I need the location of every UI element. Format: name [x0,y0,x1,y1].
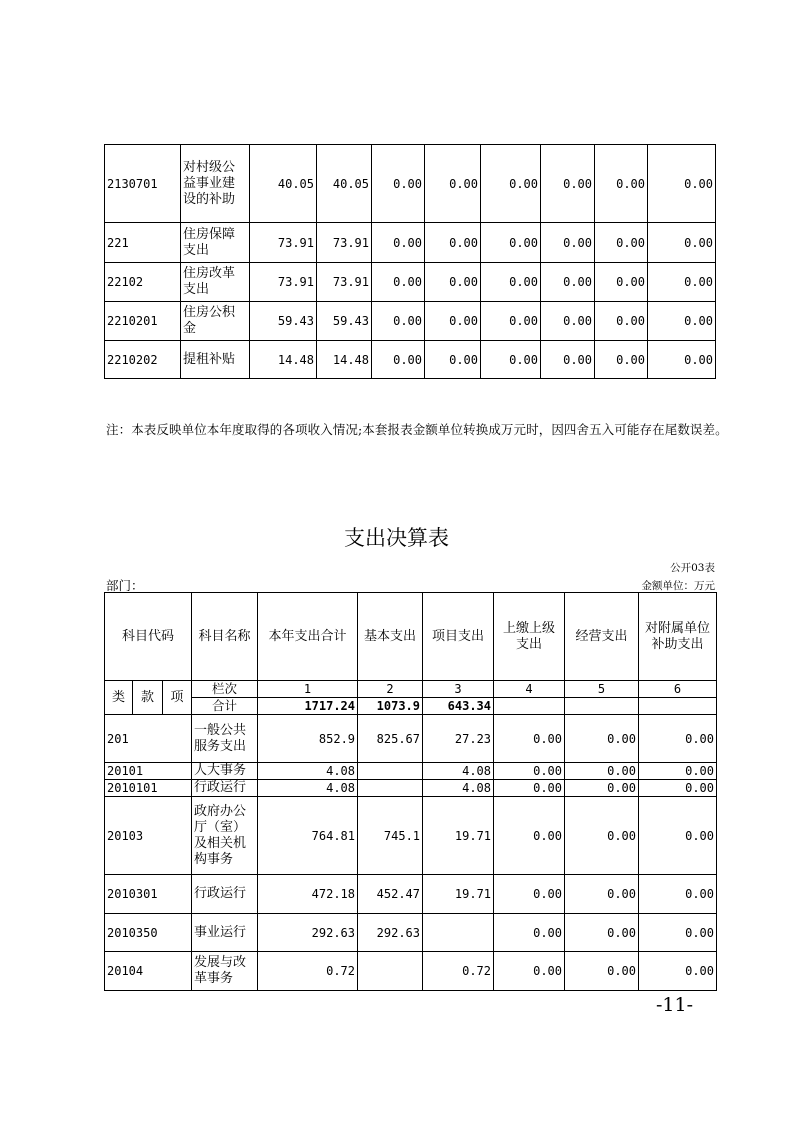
header-business: 经营支出 [565,593,639,681]
amount-cell: 0.00 [639,875,717,914]
amount-cell: 0.00 [541,341,595,379]
total-value [494,698,565,715]
column-number: 3 [423,681,494,698]
amount-cell: 0.00 [639,780,717,797]
amount-cell: 0.00 [425,341,481,379]
table-row [105,302,716,341]
page-number: -11- [655,994,693,1016]
amount-cell: 0.72 [258,952,358,991]
amount-cell: 0.00 [494,780,565,797]
page-title: 支出决算表 [344,526,449,550]
amount-cell: 0.00 [372,263,425,302]
table-row [105,797,717,875]
table-row [105,952,717,991]
table-row [105,763,717,780]
amount-cell: 0.00 [494,952,565,991]
amount-cell: 0.00 [595,263,648,302]
amount-cell: 0.00 [541,302,595,341]
column-number: 4 [494,681,565,698]
column-number-row [105,681,717,698]
total-value: 1717.24 [258,698,358,715]
table-row [105,145,716,223]
subject-name: 住房改革支出 [181,263,250,302]
amount-cell: 0.00 [565,914,639,952]
amount-cell: 0.00 [494,715,565,763]
amount-cell [358,763,423,780]
header-upper [494,593,565,681]
table-row [105,223,716,263]
header-xiang: 项 [163,681,192,715]
column-number: 1 [258,681,358,698]
amount-cell: 0.00 [494,914,565,952]
amount-cell: 19.71 [423,797,494,875]
subject-code: 20104 [105,952,192,991]
subject-code: 20101 [105,763,192,780]
table-row [105,914,717,952]
amount-cell: 59.43 [250,302,317,341]
amount-cell: 73.91 [317,223,372,263]
amount-cell: 0.00 [541,145,595,223]
table-row [105,341,716,379]
amount-cell: 0.00 [481,302,541,341]
amount-cell: 4.08 [258,780,358,797]
subject-code: 2010301 [105,875,192,914]
column-number: 5 [565,681,639,698]
subject-code: 2210202 [105,341,181,379]
amount-cell: 0.00 [541,223,595,263]
subject-name: 行政运行 [192,780,258,797]
income-table-continued [104,144,716,379]
amount-cell [423,914,494,952]
amount-cell: 0.00 [639,914,717,952]
amount-cell [358,780,423,797]
subject-code: 2010350 [105,914,192,952]
amount-cell: 764.81 [258,797,358,875]
amount-cell: 0.00 [425,223,481,263]
table-note: 注：本表反映单位本年度取得的各项收入情况;本套报表金额单位转换成万元时，因四舍五入可能存在尾数误差。 [106,422,728,437]
subject-name: 一般公共服务支出 [192,715,258,763]
department-label: 部门： [106,578,144,593]
header-lei: 类 [105,681,133,715]
subject-name: 住房保障支出 [181,223,250,263]
amount-cell: 4.08 [423,763,494,780]
header-basic: 基本支出 [358,593,423,681]
header-row [105,593,717,681]
amount-cell: 0.72 [423,952,494,991]
subject-name: 人大事务 [192,763,258,780]
amount-cell: 0.00 [595,341,648,379]
table-row [105,780,717,797]
amount-cell: 0.00 [639,797,717,875]
amount-cell: 4.08 [423,780,494,797]
amount-cell: 0.00 [541,263,595,302]
subject-name: 事业运行 [192,914,258,952]
subject-code: 2130701 [105,145,181,223]
amount-cell: 27.23 [423,715,494,763]
amount-cell: 0.00 [372,341,425,379]
header-total: 本年支出合计 [258,593,358,681]
subject-name: 行政运行 [192,875,258,914]
subject-name: 发展与改革事务 [192,952,258,991]
header-project: 项目支出 [423,593,494,681]
amount-cell: 40.05 [317,145,372,223]
subject-name: 对村级公益事业建设的补助 [181,145,250,223]
amount-cell: 852.9 [258,715,358,763]
total-value: 643.34 [423,698,494,715]
amount-cell: 73.91 [250,223,317,263]
amount-cell: 0.00 [639,952,717,991]
subject-name: 住房公积金 [181,302,250,341]
header-subsidy [639,593,717,681]
amount-cell: 0.00 [494,797,565,875]
amount-cell: 745.1 [358,797,423,875]
amount-cell: 0.00 [425,145,481,223]
amount-cell: 0.00 [595,223,648,263]
table-row [105,715,717,763]
amount-cell: 0.00 [372,145,425,223]
amount-cell: 0.00 [565,797,639,875]
amount-cell: 19.71 [423,875,494,914]
amount-cell: 0.00 [481,145,541,223]
amount-cell: 73.91 [317,263,372,302]
form-number: 公开03表 [670,562,715,574]
header-subsidy-text: 对附属单位补助支出 [645,620,711,652]
expense-table [104,592,717,991]
subject-code: 20103 [105,797,192,875]
amount-cell: 0.00 [565,763,639,780]
amount-cell: 0.00 [595,145,648,223]
amount-cell: 0.00 [425,302,481,341]
table-row [105,263,716,302]
amount-cell: 0.00 [494,763,565,780]
amount-cell: 59.43 [317,302,372,341]
amount-cell: 0.00 [481,341,541,379]
amount-cell: 14.48 [250,341,317,379]
amount-cell: 0.00 [639,763,717,780]
subject-name: 提租补贴 [181,341,250,379]
subject-code: 221 [105,223,181,263]
amount-cell: 292.63 [358,914,423,952]
amount-cell: 0.00 [595,302,648,341]
amount-cell: 0.00 [648,302,716,341]
column-number: 2 [358,681,423,698]
total-value [565,698,639,715]
amount-cell: 0.00 [494,875,565,914]
column-number: 6 [639,681,717,698]
amount-cell: 0.00 [565,780,639,797]
amount-cell: 0.00 [372,223,425,263]
amount-cell: 0.00 [648,145,716,223]
table-row [105,875,717,914]
subject-code: 201 [105,715,192,763]
total-row [105,698,717,715]
amount-cell: 73.91 [250,263,317,302]
header-name: 科目名称 [192,593,258,681]
amount-cell: 0.00 [481,223,541,263]
subject-name: 政府办公厅（室）及相关机构事务 [192,797,258,875]
header-upper-text: 上缴上级支出 [503,620,556,652]
amount-cell: 0.00 [565,952,639,991]
amount-cell: 825.67 [358,715,423,763]
header-code: 科目代码 [105,593,192,681]
amount-cell: 0.00 [639,715,717,763]
unit-label: 金额单位：万元 [641,580,715,592]
amount-cell: 472.18 [258,875,358,914]
amount-cell [358,952,423,991]
amount-cell: 452.47 [358,875,423,914]
amount-cell: 0.00 [565,715,639,763]
column-label: 栏次 [192,681,258,698]
amount-cell: 0.00 [648,341,716,379]
amount-cell: 40.05 [250,145,317,223]
header-kuan: 款 [133,681,163,715]
amount-cell: 0.00 [648,263,716,302]
total-value [639,698,717,715]
amount-cell: 0.00 [648,223,716,263]
total-label: 合计 [192,698,258,715]
amount-cell: 0.00 [425,263,481,302]
amount-cell: 292.63 [258,914,358,952]
amount-cell: 14.48 [317,341,372,379]
amount-cell: 0.00 [481,263,541,302]
subject-code: 2010101 [105,780,192,797]
amount-cell: 0.00 [565,875,639,914]
total-value: 1073.9 [358,698,423,715]
amount-cell: 0.00 [372,302,425,341]
subject-code: 2210201 [105,302,181,341]
subject-code: 22102 [105,263,181,302]
amount-cell: 4.08 [258,763,358,780]
